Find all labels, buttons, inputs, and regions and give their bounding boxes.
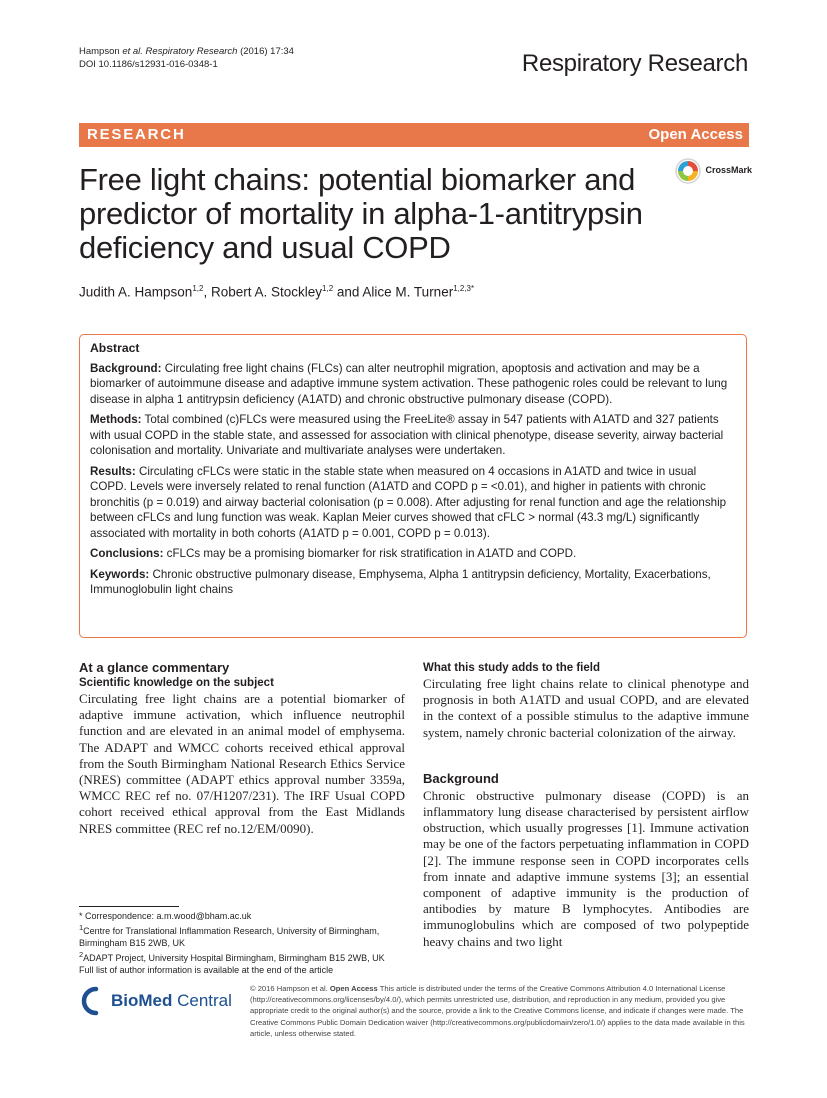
affiliation-2 bbox=[79, 949, 409, 964]
keywords-label: Keywords: bbox=[90, 567, 150, 581]
citation-journal: Respiratory Research bbox=[142, 46, 238, 57]
citation-year-volume: (2016) 17:34 bbox=[237, 46, 294, 57]
license-prefix: © 2016 Hampson et al. bbox=[250, 984, 330, 993]
glance-subheading: Scientific knowledge on the subject bbox=[79, 677, 274, 689]
abstract-heading: Abstract bbox=[90, 341, 140, 355]
methods-label: Methods: bbox=[90, 413, 142, 426]
abstract-conclusions bbox=[90, 546, 736, 562]
crossmark-label: CrossMark bbox=[705, 165, 752, 176]
journal-name: Respiratory Research bbox=[521, 50, 748, 77]
author-1[interactable]: Judith A. Hampson bbox=[79, 284, 193, 300]
affil-1-text: Centre for Translational Inflammation Research, University of Birmingham, Birmingham B15 2WB, UK bbox=[79, 926, 380, 948]
footnotes bbox=[79, 910, 409, 976]
crossmark-badge[interactable] bbox=[675, 158, 752, 184]
author-info-note: Full list of author information is available at the end of the article bbox=[79, 965, 334, 975]
background-text: Circulating free light chains (FLCs) can alter neutrophil migration, apoptosis and activation and may be a biomarker of autoimmune disease and adaptive immune system activation. These pathogenic roles could be relevant to lung disease in alpha 1 antitrypsin deficiency (A1ATD) and chronic obstructive pulmonary disease (COPD). bbox=[90, 361, 728, 406]
author-3-affil: 1,2,3* bbox=[453, 284, 475, 293]
right-column bbox=[423, 662, 749, 950]
biomed-central-logo[interactable] bbox=[79, 986, 232, 1016]
abstract-box bbox=[79, 334, 747, 638]
affil-2-sup: 2 bbox=[79, 950, 84, 959]
glance-heading: At a glance commentary bbox=[79, 660, 230, 675]
abstract-methods bbox=[90, 412, 736, 459]
bmc-logo-bio: BioMed bbox=[111, 991, 173, 1010]
article-title: Free light chains: potential biomarker and predictor of mortality in alpha-1-antitrypsin deficiency and usual COPD bbox=[79, 162, 643, 265]
citation-authors: Hampson bbox=[79, 46, 123, 57]
abstract-keywords bbox=[90, 567, 736, 598]
left-column bbox=[79, 660, 405, 837]
abstract-background bbox=[90, 361, 736, 408]
background-label: Background: bbox=[90, 361, 162, 375]
author-2-affil: 1,2 bbox=[322, 284, 334, 293]
citation-line bbox=[79, 46, 294, 58]
glance-body: Circulating free light chains are a potential biomarker of adaptive immune activation, which influence neutrophil function and are elevated in an animal model of emphysema. The ADAPT and WMCC cohorts received ethical approval from the South Birmingham National Research Ethics Service (NRES) committee (ADAPT ethics approval number 3359a, WMCC REC ref no. 07/H1207/231). The IRF Usual COPD cohort received ethical approval from the East Midlands NRES committee (REC ref no.12/EM/0090). bbox=[79, 691, 405, 836]
license-open-access: Open Access bbox=[329, 984, 378, 993]
crossmark-icon bbox=[675, 158, 701, 184]
abstract-results bbox=[90, 464, 736, 542]
open-access-label: Open Access bbox=[648, 126, 743, 143]
correspondence[interactable]: * Correspondence: a.m.wood@bham.ac.uk bbox=[79, 911, 252, 921]
affil-1-sup: 1 bbox=[79, 923, 84, 932]
article-type-label: RESEARCH bbox=[87, 126, 186, 143]
citation-etal: et al. bbox=[122, 46, 143, 57]
adds-subheading: What this study adds to the field bbox=[423, 662, 600, 674]
keywords-text: Chronic obstructive pulmonary disease, Emphysema, Alpha 1 antitrypsin deficiency, Mortality, Exacerbations, Immunoglobulin light chains bbox=[90, 567, 711, 596]
conclusions-text: cFLCs may be a promising biomarker for risk stratification in A1ATD and COPD. bbox=[163, 547, 577, 560]
background-body: Chronic obstructive pulmonary disease (COPD) is an inflammatory lung disease characterised by persistent airflow obstruction, which usually progresses [1]. Immune activation may be one of the factors perpetuating inflammation in COPD [2]. The immune response seen in COPD incorporates cells from innate and adaptive immune systems [3]; an essential component of adaptive immunity is the production of antibodies by mature B lymphocytes. Antibodies are immunoglobulins which are composed of two polypeptide heavy chains and two light bbox=[423, 787, 749, 949]
bmc-logo-central: Central bbox=[172, 991, 232, 1010]
affil-2-text: ADAPT Project, University Hospital Birmingham, Birmingham B15 2WB, UK bbox=[83, 953, 385, 963]
background-heading: Background bbox=[423, 770, 499, 786]
author-list bbox=[79, 284, 474, 300]
author-3[interactable]: and Alice M. Turner bbox=[333, 284, 454, 300]
results-text: Circulating cFLCs were static in the stable state when measured on 4 occasions in A1ATD and twice in usual COPD. Levels were inversely related to renal function (A1ATD and COPD p = <0.01), and higher in patients with chronic bronchitis (p = 0.019) and airway bacterial colonisation (p = 0.008). After adjusting for renal function and age the relationship between cFLCs and lung function was weak. Kaplan Meier curves showed that cFLC > normal (43.3 mg/L) significantly associated with mortality in both cohorts (A1ATD p = 0.001, COPD p = 0.013). bbox=[90, 464, 727, 540]
author-2[interactable]: , Robert A. Stockley bbox=[203, 284, 323, 300]
affiliation-1 bbox=[79, 922, 409, 949]
bmc-logo-icon bbox=[79, 986, 109, 1016]
license-text bbox=[250, 983, 748, 1039]
license-body: This article is distributed under the terms of the Creative Commons Attribution 4.0 International License (http://creativecommons.org/licenses/by/4.0/), which permits unrestricted use, distribution, and reproduction in any medium, provided you give appropriate credit to the original author(s) and the source, provide a link to the Creative Commons license, and indicate if changes were made. The Creative Commons Public Domain Dedication waiver (http://creativecommons.org/publicdomain/zero/1.0/) applies to the data made available in this article, unless otherwise stated. bbox=[250, 984, 745, 1038]
methods-text: Total combined (c)FLCs were measured using the FreeLite® assay in 547 patients with A1ATD and 327 patients with usual COPD in the stable state, and assessed for association with clinical phenotype, disease severity, airway bacterial colonisation and mortality. Univariate and multivariate analyses were undertaken. bbox=[90, 413, 724, 457]
conclusions-label: Conclusions: bbox=[90, 547, 164, 560]
adds-body: Circulating free light chains relate to clinical phenotype and prognosis in both A1ATD and usual COPD, and are elevated in the context of a possible stimulus to the adaptive immune system, namely chronic bacterial colonization of the airway. bbox=[423, 676, 749, 740]
author-1-affil: 1,2 bbox=[192, 284, 204, 293]
footnote-rule bbox=[79, 906, 179, 907]
results-label: Results: bbox=[90, 464, 136, 478]
doi: DOI 10.1186/s12931-016-0348-1 bbox=[79, 59, 218, 70]
